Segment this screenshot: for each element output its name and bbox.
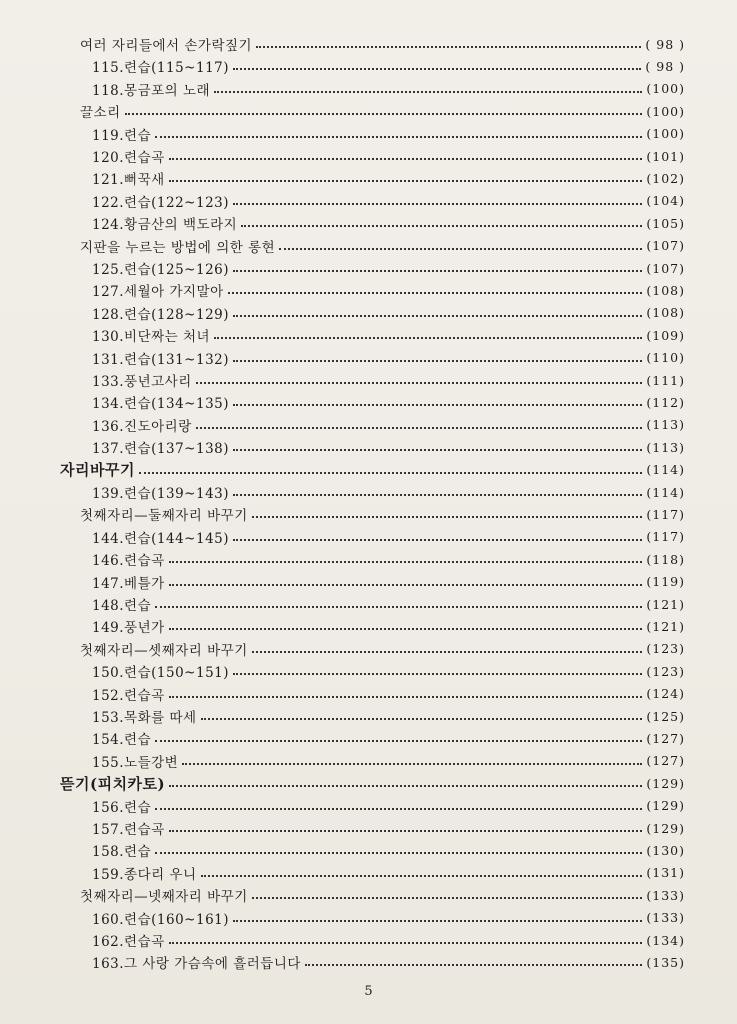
toc-entry [92, 392, 685, 412]
dot-leader [233, 539, 642, 541]
toc-entry [92, 482, 685, 502]
toc-entry-title: 124.황금산의 백도라지 [92, 217, 238, 234]
dot-leader [233, 404, 642, 406]
toc-entry-page: (118) [646, 551, 685, 567]
toc-entry [92, 325, 685, 345]
toc-entry [92, 840, 685, 860]
toc-entry-page: ( 98 ) [645, 36, 685, 52]
toc-entry-page: (107) [646, 238, 685, 254]
dot-leader [256, 46, 641, 48]
toc-entry [92, 661, 685, 681]
toc-entry-title: 144.련습(144~145) [92, 530, 230, 547]
toc-entry-page: (127) [646, 753, 685, 769]
toc-entry-title: 149.풍년가 [92, 620, 165, 637]
toc-entry [80, 236, 685, 256]
toc-entry [92, 258, 685, 278]
dot-leader [233, 315, 642, 317]
toc-entry-title: 131.련습(131~132) [92, 351, 230, 368]
toc-entry [92, 415, 685, 435]
dot-leader [155, 808, 642, 810]
dot-leader [155, 740, 642, 742]
toc-entry [92, 908, 685, 928]
toc-entry-page: (108) [646, 282, 685, 298]
dot-leader [233, 68, 641, 70]
toc-entry-title: 137.련습(137~138) [92, 441, 230, 458]
toc-entry-title: 뜯기(피치카토) [60, 774, 166, 793]
dot-leader [155, 136, 642, 138]
toc-entry [92, 527, 685, 547]
toc-entry-page: (119) [646, 574, 685, 590]
toc-entry-page: (111) [646, 372, 685, 388]
toc-entry [60, 460, 685, 480]
toc-entry-page: (104) [646, 193, 685, 209]
toc-entry-page: (100) [646, 103, 685, 119]
dot-leader [125, 113, 643, 115]
toc-entry-title: 153.목화를 따세 [92, 710, 197, 726]
toc-entry-title: 자리바꾸기 [60, 461, 135, 480]
dot-leader [196, 427, 643, 429]
toc-entry-title: 첫째자리—셋째자리 바꾸기 [80, 642, 248, 659]
toc-entry-title: 첫째자리—넷째자리 바꾸기 [80, 889, 248, 906]
toc-entry [92, 952, 685, 972]
toc-entry [92, 863, 685, 883]
toc-entry [80, 101, 685, 121]
dot-leader [169, 830, 643, 832]
toc-entry-title: 158.련습 [92, 844, 152, 861]
toc-entry [80, 885, 685, 905]
toc-entry [92, 437, 685, 457]
dot-leader [169, 785, 642, 787]
toc-entry-title: 121.뻐꾹새 [92, 172, 165, 189]
dot-leader [233, 203, 642, 205]
toc-entry [80, 504, 685, 524]
toc-entry-page: (102) [646, 170, 685, 186]
dot-leader [233, 920, 642, 922]
dot-leader [233, 270, 642, 272]
toc-entry-page: (131) [646, 865, 685, 881]
toc-entry [92, 796, 685, 816]
dot-leader [169, 696, 643, 698]
toc-entry-page: (121) [646, 596, 685, 612]
toc-entry-page: (129) [646, 775, 685, 791]
toc-entry-title: 159.종다리 우니 [92, 866, 197, 883]
toc-entry [92, 818, 685, 838]
dot-leader [241, 225, 642, 227]
dot-leader [169, 628, 643, 630]
toc-entry-title: 128.련습(128~129) [92, 306, 230, 323]
dot-leader [233, 494, 642, 496]
dot-leader [252, 516, 643, 518]
toc-entry-title: 157.련습곡 [92, 822, 165, 838]
toc-entry-title: 118.몽금포의 노래 [92, 82, 211, 99]
toc-entry-page: (123) [646, 641, 685, 657]
dot-leader [214, 337, 642, 339]
dot-leader [201, 718, 643, 720]
toc-entry [92, 616, 685, 636]
toc-entry [80, 639, 685, 659]
toc-entry-page: (114) [646, 484, 685, 500]
toc-entry-page: ( 98 ) [645, 58, 685, 74]
toc-entry [92, 56, 685, 76]
toc-entry-title: 136.진도아리랑 [92, 418, 192, 435]
toc-entry-page: (127) [646, 730, 685, 746]
toc-entry-page: (100) [646, 81, 685, 97]
toc-entry [92, 930, 685, 950]
toc-entry-page: (108) [646, 305, 685, 321]
toc-entry [92, 549, 685, 569]
toc-entry [92, 728, 685, 748]
dot-leader [233, 673, 642, 675]
toc-entry [92, 303, 685, 323]
toc-entry-page: (133) [646, 910, 685, 926]
toc-entry-title: 146.련습곡 [92, 553, 165, 570]
dot-leader [233, 449, 642, 451]
toc-entry-page: (125) [646, 708, 685, 724]
toc-entry-page: (113) [646, 439, 685, 455]
toc-entry-title: 150.련습(150~151) [92, 665, 230, 682]
toc-entry [92, 168, 685, 188]
page-number: 5 [364, 984, 373, 999]
toc-entry-page: (129) [646, 798, 685, 814]
toc-entry-page: (114) [646, 462, 685, 478]
dot-leader [155, 606, 642, 608]
dot-leader [228, 292, 643, 294]
dot-leader [201, 875, 643, 877]
toc-entry [92, 684, 685, 704]
toc-entry-page: (100) [646, 126, 685, 142]
dot-leader [279, 248, 642, 250]
toc-entry-page: (121) [646, 618, 685, 634]
toc-entry [92, 348, 685, 368]
toc-entry-title: 지판을 누르는 방법에 의한 롱현 [80, 239, 276, 256]
dot-leader [305, 964, 642, 966]
toc-entry-title: 160.련습(160~161) [92, 911, 230, 928]
toc-entry-title: 133.풍년고사리 [92, 374, 192, 390]
toc-entry-title: 125.련습(125~126) [92, 262, 230, 278]
toc-entry-page: (117) [646, 529, 685, 545]
dot-leader [139, 472, 642, 474]
toc-entry [60, 773, 685, 793]
toc-entry [92, 751, 685, 771]
dot-leader [169, 942, 643, 944]
toc-entry-title: 162.련습곡 [92, 934, 165, 950]
toc-entry-title: 155.노들강변 [92, 754, 179, 771]
toc-entry-title: 119.련습 [92, 127, 152, 144]
dot-leader [214, 91, 642, 93]
toc-entry-title: 120.련습곡 [92, 150, 165, 166]
dot-leader [169, 561, 643, 563]
toc-entry-title: 148.련습 [92, 598, 152, 614]
toc-entry [92, 79, 685, 99]
dot-leader [252, 651, 643, 653]
toc-entry [92, 572, 685, 592]
toc-entry-title: 147.베틀가 [92, 575, 165, 592]
toc-entry-page: (105) [646, 215, 685, 231]
toc-entry-title: 163.그 사랑 가슴속에 흘러듭니다 [92, 956, 301, 973]
toc-entry [92, 706, 685, 726]
toc-entry-title: 156.련습 [92, 799, 152, 816]
toc-entry [80, 34, 685, 54]
toc-entry-page: (124) [646, 686, 685, 702]
toc-entry-page: (135) [646, 954, 685, 970]
toc-entry-title: 127.세월아 가지말아 [92, 284, 224, 301]
toc-entry-page: (117) [646, 506, 685, 522]
toc-entry-page: (101) [646, 148, 685, 164]
toc-entry-title: 154.련습 [92, 732, 152, 749]
dot-leader [169, 158, 643, 160]
toc-entry [92, 280, 685, 300]
toc-entry-page: (113) [646, 417, 685, 433]
toc-entry-page: (133) [646, 887, 685, 903]
toc-entry [92, 370, 685, 390]
toc-entry [92, 146, 685, 166]
toc-entry-page: (130) [646, 842, 685, 858]
toc-entry-page: (112) [646, 394, 685, 410]
dot-leader [155, 852, 642, 854]
toc-entry-title: 152.련습곡 [92, 687, 165, 704]
toc-entry [92, 124, 685, 144]
toc-entry [92, 191, 685, 211]
toc-entry-title: 130.비단짜는 처녀 [92, 329, 211, 346]
toc-entry-title: 여러 자리들에서 손가락짚기 [80, 38, 253, 54]
dot-leader [252, 897, 643, 899]
dot-leader [169, 180, 643, 182]
toc-entry-title: 122.련습(122~123) [92, 194, 230, 211]
dot-leader [169, 584, 643, 586]
dot-leader [182, 763, 642, 765]
toc-entry-page: (129) [646, 820, 685, 836]
toc-entry-page: (110) [646, 350, 685, 366]
toc-entry-title: 134.련습(134~135) [92, 396, 230, 413]
toc-entry [92, 594, 685, 614]
toc-entry [92, 213, 685, 233]
toc-entry-title: 첫째자리—둘째자리 바꾸기 [80, 508, 248, 525]
toc-entry-page: (109) [646, 327, 685, 343]
dot-leader [233, 360, 642, 362]
toc-entry-page: (123) [646, 663, 685, 679]
toc-entry-page: (107) [646, 260, 685, 276]
dot-leader [196, 382, 643, 384]
toc-entry-page: (134) [646, 932, 685, 948]
toc-entry-title: 139.련습(139~143) [92, 486, 230, 502]
toc-entry-title: 끌소리 [80, 105, 121, 122]
toc-entry-title: 115.련습(115~117) [92, 60, 230, 77]
